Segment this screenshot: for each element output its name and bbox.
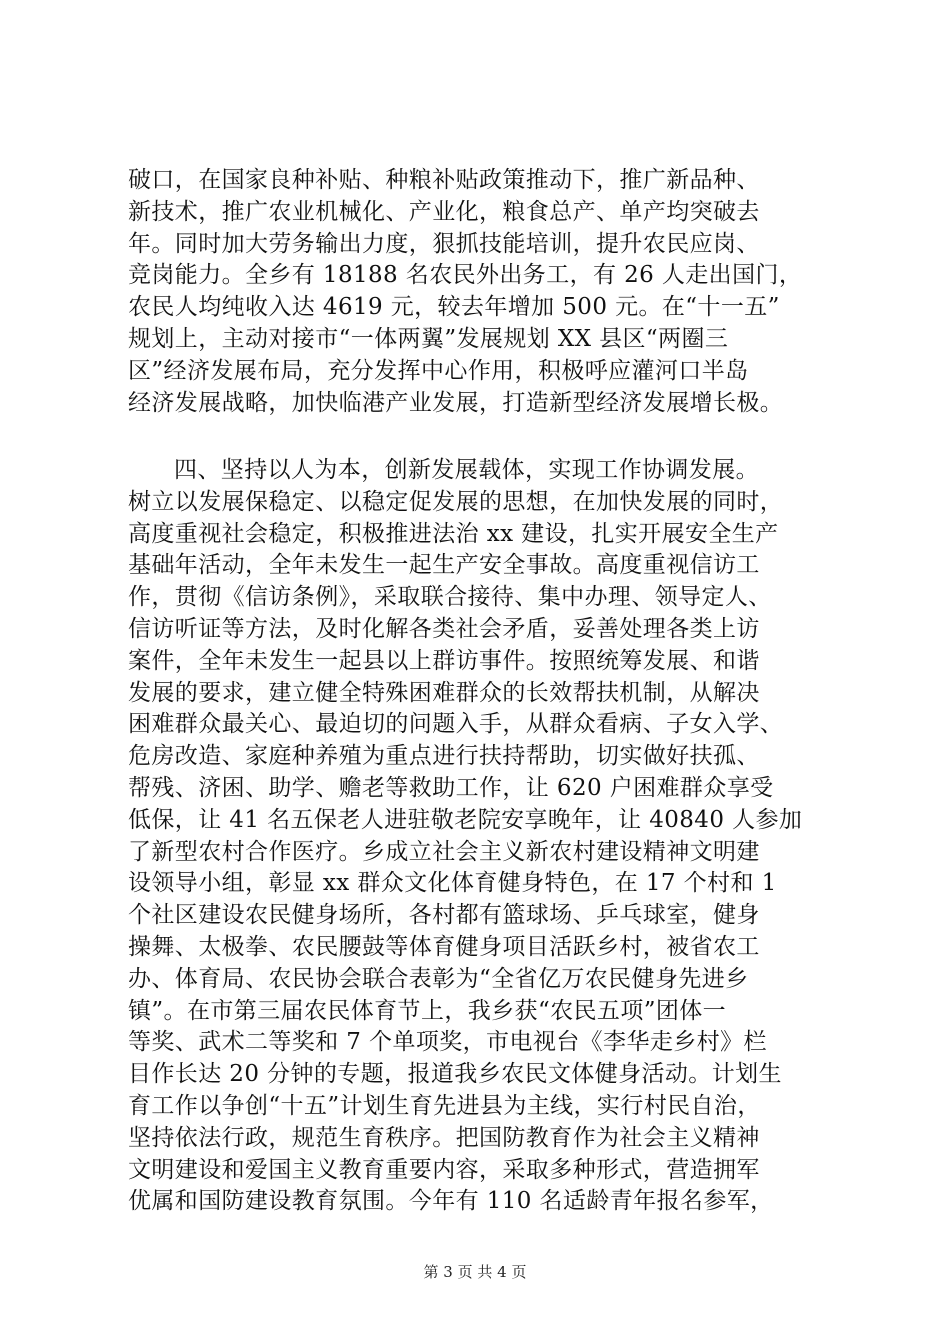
paragraph-line: 新技术，推广农业机械化、产业化，粮食总产、单产均突破去 bbox=[128, 198, 760, 225]
page-footer: 第 3 页 共 4 页 bbox=[423, 1263, 527, 1281]
paragraph-line: 个社区建设农民健身场所，各村都有篮球场、乒乓球室，健身 bbox=[128, 902, 760, 929]
paragraph-line: 育工作以争创“十五”计划生育先进县为主线，实行村民自治， bbox=[128, 1092, 761, 1119]
paragraph-line: 竞岗能力。全乡有 18188 名农民外出务工，有 26 人走出国门， bbox=[128, 262, 803, 289]
paragraph-line: 年。同时加大劳务输出力度，狠抓技能培训，提升农民应岗、 bbox=[128, 230, 760, 257]
paragraph-line: 危房改造、家庭种养殖为重点进行扶持帮助，切实做好扶孤、 bbox=[128, 743, 760, 770]
paragraph-line: 作，贯彻《信访条例》，采取联合接待、集中办理、领导定人、 bbox=[128, 584, 772, 611]
paragraph-line: 了新型农村合作医疗。乡成立社会主义新农村建设精神文明建 bbox=[128, 838, 760, 865]
section-heading-line: 四、坚持以人为本，创新发展载体，实现工作协调发展。 bbox=[174, 457, 759, 483]
paragraph-line: 帮残、济困、助学、赡老等救助工作，让 620 户困难群众享受 bbox=[128, 774, 774, 801]
paragraph-line: 困难群众最关心、最迫切的问题入手，从群众看病、子女入学、 bbox=[128, 711, 784, 738]
paragraph-line: 发展的要求，建立健全特殊困难群众的长效帮扶机制，从解决 bbox=[128, 679, 760, 706]
paragraph-line: 文明建设和爱国主义教育重要内容，采取多种形式，营造拥军 bbox=[128, 1156, 760, 1183]
paragraph-line: 破口，在国家良种补贴、种粮补贴政策推动下，推广新品种、 bbox=[128, 167, 760, 193]
paragraph-line: 设领导小组，彰显 xx 群众文化体育健身特色，在 17 个村和 1 bbox=[128, 870, 777, 897]
paragraph-line: 基础年活动，全年未发生一起生产安全事故。高度重视信访工 bbox=[128, 552, 760, 579]
paragraph-line: 办、体育局、农民协会联合表彰为“全省亿万农民健身先进乡 bbox=[128, 965, 749, 992]
paragraph-line: 案件，全年未发生一起县以上群访事件。按照统筹发展、和谐 bbox=[128, 647, 760, 674]
paragraph-line: 高度重视社会稳定，积极推进法治 xx 建设，扎实开展安全生产 bbox=[128, 520, 779, 547]
paragraph-line: 经济发展战略，加快临港产业发展，打造新型经济发展增长极。 bbox=[128, 389, 784, 416]
paragraph-line: 规划上，主动对接市“一体两翼”发展规划 XX 县区“两圈三 bbox=[128, 325, 729, 352]
paragraph-line: 信访听证等方法，及时化解各类社会矛盾，妥善处理各类上访 bbox=[128, 615, 760, 642]
paragraph-line: 优属和国防建设教育氛围。今年有 110 名适龄青年报名参军， bbox=[128, 1188, 774, 1215]
paragraph-2 bbox=[128, 455, 840, 1218]
paragraph-line: 等奖、武术二等奖和 7 个单项奖，市电视台《李华走乡村》栏 bbox=[128, 1029, 767, 1056]
paragraph-line: 低保，让 41 名五保老人进驻敬老院安享晚年，让 40840 人参加 bbox=[128, 806, 803, 833]
paragraph-line: 操舞、太极拳、农民腰鼓等体育健身项目活跃乡村，被省农工 bbox=[128, 933, 760, 960]
paragraph-line: 农民人均纯收入达 4619 元，较去年增加 500 元。在“十一五” bbox=[128, 294, 780, 321]
paragraph-line: 区”经济发展布局，充分发挥中心作用，积极呼应灌河口半岛 bbox=[128, 357, 749, 384]
paragraph-line: 目作长达 20 分钟的专题，报道我乡农民文体健身活动。计划生 bbox=[128, 1061, 782, 1088]
paragraph-1 bbox=[128, 165, 840, 419]
paragraph-line: 镇”。在市第三届农民体育节上，我乡获“农民五项”团体一 bbox=[128, 997, 727, 1024]
paragraph-line: 树立以发展保稳定、以稳定促发展的思想，在加快发展的同时， bbox=[128, 488, 784, 515]
paragraph-line: 坚持依法行政，规范生育秩序。把国防教育作为社会主义精神 bbox=[128, 1124, 760, 1151]
